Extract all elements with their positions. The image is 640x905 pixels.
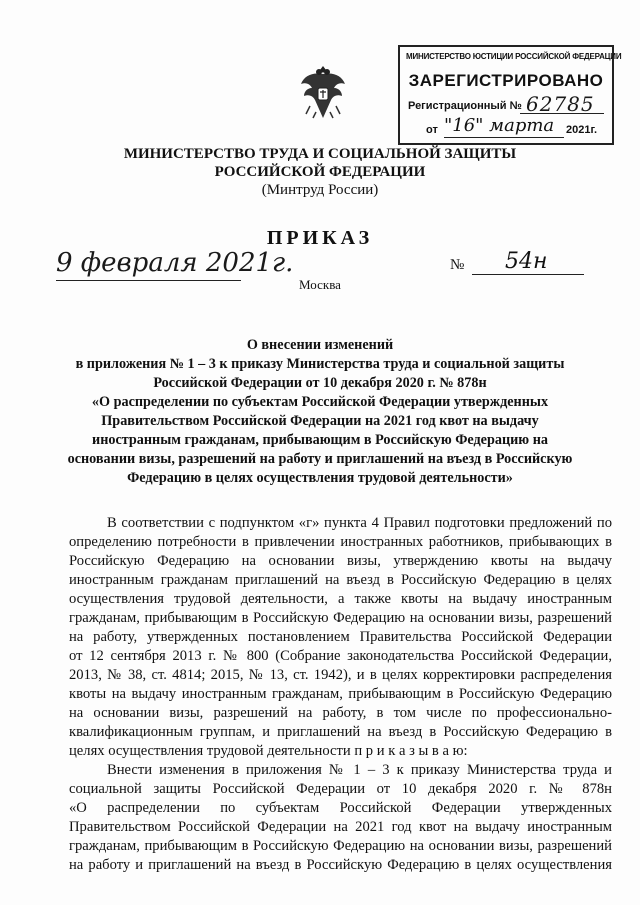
body-line: на основании визы, разрешений на работу, в том числе по профессионально- (69, 705, 612, 721)
ministry-name-line2: РОССИЙСКОЙ ФЕДЕРАЦИИ (214, 164, 426, 180)
subject-line: Федерацию в целях осуществления трудовой деятельности» (127, 470, 513, 486)
body-line: определению потребности в привлечении иностранных работников, прибывающих в (69, 534, 612, 550)
body-line: квалификационным группам, и приглашений на въезд в Российскую Федерацию в (69, 724, 612, 740)
stamp-ministry: МИНИСТЕРСТВО ЮСТИЦИИ РОССИЙСКОЙ ФЕДЕРАЦИИ (406, 52, 622, 61)
stamp-date-value: "16" марта (444, 115, 555, 136)
subject-line: Российской Федерации от 10 декабря 2020 г. № 878н (153, 375, 487, 391)
body-line: гражданам, прибывающим в Российскую Федерацию на основании визы, разрешений (69, 838, 612, 854)
ministry-name-line1: МИНИСТЕРСТВО ТРУДА И СОЦИАЛЬНОЙ ЗАЩИТЫ (123, 146, 517, 162)
body-line: Внести изменения в приложения № 1 – 3 к приказу Министерства труда и (107, 762, 612, 778)
body-line: социальной защиты Российской Федерации от 10 декабря 2020 г. № 878н (69, 781, 612, 797)
body-line: гражданам, прибывающим в Российскую Федерацию на основании визы, разрешений (69, 610, 612, 626)
order-number-label: № (450, 257, 465, 273)
body-line: целях осуществления трудовой деятельности п р и к а з ы в а ю: (69, 743, 468, 759)
body-line: осуществления трудовой деятельности, а также квоты на выдачу иностранным (69, 591, 612, 607)
body-line: квоты на выдачу иностранным гражданам, прибывающим в Российскую Федерацию (69, 686, 612, 702)
subject-line: О внесении изменений (246, 337, 394, 353)
body-line: иностранным гражданам приглашений на въезд в Российскую Федерацию в целях (69, 572, 612, 588)
stamp-date-year: 2021г. (566, 124, 598, 136)
order-city: Москва (299, 277, 341, 292)
body-line: на работу, утвержденных постановлением Правительства Российской Федерации (69, 629, 612, 645)
ministry-short-name: (Минтруд России) (261, 182, 379, 198)
order-date: 9 февраля 2021г. (56, 248, 294, 278)
subject-line: «О распределении по субъектам Российской Федерации утвержденных (91, 394, 549, 410)
body-line: «О распределении по субъектам Российской Федерации утвержденных (69, 800, 612, 816)
body-line: Российскую Федерацию на основании визы, утверждению квоты на выдачу (69, 553, 612, 569)
stamp-reg-label: Регистрационный № (408, 100, 522, 112)
body-line: на работу и приглашений на въезд в Российскую Федерацию в целях осуществления (69, 857, 612, 873)
body-line: В соответствии с подпунктом «г» пункта 4 Правил подготовки предложений по (107, 515, 612, 531)
order-title: ПРИКАЗ (266, 227, 374, 249)
stamp-reg-number: 62785 (526, 92, 595, 116)
subject-line: в приложения № 1 – 3 к приказу Министерства труда и социальной защиты (75, 356, 565, 372)
subject-line: основании визы, разрешений на работу и приглашений на въезд в Российскую (67, 451, 573, 467)
order-number: 54н (505, 249, 548, 274)
body-line: от 12 сентября 2013 г. № 800 (Собрание законодательства Российской Федерации, (69, 648, 612, 664)
body-line: Правительством Российской Федерации на 2021 год квот на выдачу иностранным (69, 819, 612, 835)
body-line: 2013, № 38, ст. 4814; 2015, № 13, ст. 1942), и в целях корректировки распределения (69, 667, 612, 683)
subject-line: Правительством Российской Федерации на 2021 год квот на выдачу (101, 413, 539, 429)
stamp-date-prefix: от (426, 124, 438, 136)
registration-stamp (398, 45, 622, 145)
stamp-registered: ЗАРЕГИСТРИРОВАНО (408, 71, 604, 90)
coat-of-arms-icon (298, 62, 348, 122)
subject-line: иностранным гражданам, прибывающим в Российскую Федерацию на (92, 432, 548, 448)
